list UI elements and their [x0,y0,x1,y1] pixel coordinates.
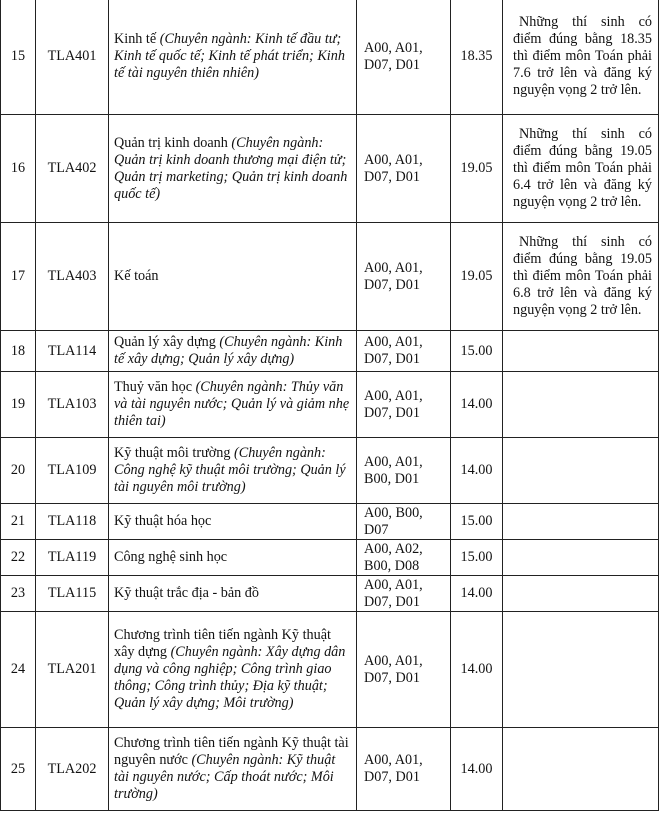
major-name-cell [109,331,357,372]
major-name: Kỹ thuật trắc địa - bản đồ [114,585,259,601]
major-code: TLA402 [36,115,109,223]
row-index: 18 [1,331,36,372]
combo-line-2: D07 [364,521,389,538]
combo-line-2: D07, D01 [364,404,420,421]
combo-line-2: D07, D01 [364,168,420,185]
row-index: 22 [1,540,36,576]
combo-line-1: A00, A02, [364,540,423,557]
subject-combinations [357,372,451,438]
combo-line-1: A00, A01, [364,39,423,56]
row-index: 24 [1,612,36,728]
subject-combinations [357,331,451,372]
row-index: 15 [1,0,36,115]
note-cell [503,576,659,612]
cutoff-score: 14.00 [451,576,503,612]
row-index: 19 [1,372,36,438]
row-index: 16 [1,115,36,223]
combo-line-1: A00, A01, [364,259,423,276]
table-row [1,331,659,372]
major-code: TLA119 [36,540,109,576]
combo-line-2: D07, D01 [364,56,420,73]
major-name-cell [109,576,357,612]
note-text: Những thí sinh có điểm đúng bằng 19.05 thì điểm môn Toán phải 6.4 trở lên và đăng ký nguyện vọng 2 trở lên. [513,126,652,210]
combo-line-2: B00, D08 [364,557,420,574]
subject-combinations [357,0,451,115]
note-cell [503,612,659,728]
table-row [1,115,659,223]
combo-line-2: D07, D01 [364,351,420,367]
major-specializations: (Chuyên ngành: Kinh tế đầu tư; Kinh tế quốc tế; Kinh tế phát triển; Kinh tế tài nguyên thiên nhiên) [114,31,345,81]
major-code: TLA202 [36,728,109,811]
row-index: 21 [1,504,36,540]
combo-line-2: B00, D01 [364,470,420,487]
note-cell [503,331,659,372]
table-row [1,223,659,331]
subject-combinations [357,115,451,223]
note-cell [503,0,659,115]
cutoff-score: 15.00 [451,504,503,540]
major-specializations: (Chuyên ngành: Công nghệ kỹ thuật môi trường; Quản lý tài nguyên môi trường) [114,445,346,495]
subject-combinations [357,504,451,540]
major-name: Quản lý xây dựng [114,334,216,350]
table-row [1,728,659,811]
note-cell [503,540,659,576]
major-name: Quản trị kinh doanh [114,134,228,151]
major-name: Kinh tế [114,31,157,47]
table-row [1,372,659,438]
cutoff-score: 19.05 [451,223,503,331]
note-cell [503,504,659,540]
combo-line-2: D07, D01 [364,593,420,610]
note-cell [503,728,659,811]
row-index: 25 [1,728,36,811]
major-code: TLA403 [36,223,109,331]
combo-line-2: D07, D01 [364,769,420,785]
cutoff-score: 18.35 [451,0,503,115]
combo-line-1: A00, A01, [364,652,423,669]
combo-line-1: A00, A01, [364,576,423,593]
combo-line-1: A00, A01, [364,453,423,470]
subject-combinations [357,576,451,612]
note-cell [503,438,659,504]
major-code: TLA109 [36,438,109,504]
row-index: 23 [1,576,36,612]
note-cell [503,115,659,223]
table-row [1,576,659,612]
subject-combinations [357,540,451,576]
note-cell [503,223,659,331]
cutoff-score: 14.00 [451,612,503,728]
combo-line-1: A00, A01, [364,387,423,404]
major-name-cell [109,115,357,223]
combo-line-1: A00, A01, [364,752,423,768]
major-name-cell [109,0,357,115]
cutoff-score: 14.00 [451,438,503,504]
major-name-cell [109,612,357,728]
major-specializations: (Chuyên ngành: Kỹ thuật tài nguyên nước; Cấp thoát nước; Môi trường) [114,752,336,802]
table-row [1,438,659,504]
subject-combinations [357,438,451,504]
cutoff-score: 19.05 [451,115,503,223]
cutoff-score: 15.00 [451,540,503,576]
subject-combinations [357,223,451,331]
major-name-cell [109,372,357,438]
major-specializations: (Chuyên ngành: Kinh tế xây dựng; Quản lý xây dựng) [114,334,343,367]
table-row [1,612,659,728]
note-text: Những thí sinh có điểm đúng bằng 18.35 thì điểm môn Toán phải 7.6 trở lên và đăng ký nguyện vọng 2 trở lên. [513,14,652,98]
major-specializations: (Chuyên ngành: Quản trị kinh doanh thương mại điện tử; Quản trị marketing; Quản trị kinh doanh quốc tế) [114,134,348,202]
major-name: Kỹ thuật hóa học [114,513,212,529]
major-name: Thuỷ văn học [114,379,193,395]
combo-line-1: A00, A01, [364,151,423,168]
row-index: 20 [1,438,36,504]
major-name-cell [109,728,357,811]
major-name: Công nghệ sinh học [114,549,228,565]
major-specializations: (Chuyên ngành: Thủy văn và tài nguyên nước; Quản lý và giảm nhẹ thiên tai) [114,379,350,429]
table-row [1,504,659,540]
major-specializations: (Chuyên ngành: Xây dựng dân dụng và công nghiệp; Công trình giao thông; Công trình thủy; Địa kỹ thuật; Quản lý xây dựng; Môi trường) [114,644,346,711]
major-name: Chương trình tiên tiến ngành Kỹ thuật xây dựng [114,627,331,660]
major-name-cell [109,504,357,540]
subject-combinations [357,612,451,728]
combo-line-1: A00, B00, [364,504,423,521]
combo-line-2: D07, D01 [364,669,420,686]
major-name-cell [109,438,357,504]
major-code: TLA118 [36,504,109,540]
major-code: TLA103 [36,372,109,438]
subject-combinations [357,728,451,811]
row-index: 17 [1,223,36,331]
note-cell [503,372,659,438]
note-text: Những thí sinh có điểm đúng bằng 19.05 thì điểm môn Toán phải 6.8 trở lên và đăng ký nguyện vọng 2 trở lên. [513,234,652,318]
major-name: Kỹ thuật môi trường [114,445,231,461]
cutoff-score: 14.00 [451,372,503,438]
cutoff-score: 15.00 [451,331,503,372]
combo-line-1: A00, A01, [364,334,423,350]
major-code: TLA114 [36,331,109,372]
cutoff-score: 14.00 [451,728,503,811]
major-code: TLA201 [36,612,109,728]
major-code: TLA115 [36,576,109,612]
major-name: Chương trình tiên tiến ngành Kỹ thuật tài nguyên nước [114,735,349,768]
major-name-cell [109,223,357,331]
major-name: Kế toán [114,268,159,284]
combo-line-2: D07, D01 [364,276,420,293]
table-row [1,0,659,115]
major-name-cell [109,540,357,576]
major-code: TLA401 [36,0,109,115]
table-row [1,540,659,576]
